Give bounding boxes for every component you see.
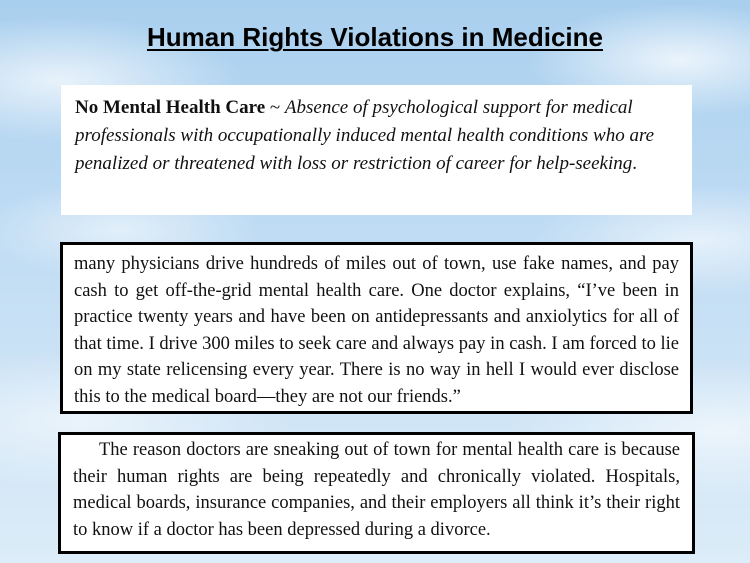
slide-title: Human Rights Violations in Medicine <box>146 22 603 52</box>
paragraph-box <box>58 432 695 554</box>
definition-separator: ~ <box>265 97 285 118</box>
paragraph-text: The reason doctors are sneaking out of town for mental health care is because their human rights are being repeatedly and chronically violated. Hospitals, medical boards, insurance companies, and their employers all think it’s their right to know if a doctor has been depressed during a divorce. <box>73 440 680 540</box>
definition-term: No Mental Health Care <box>75 97 266 118</box>
definition-box <box>61 85 692 215</box>
definition-description: Absence of psychological support for medical professionals with occupationally induced mental health conditions who are penalized or threatened with loss or restriction of career for help-seeking <box>75 97 655 174</box>
quote-box <box>60 242 693 414</box>
definition-end: . <box>632 153 638 174</box>
quote-text: many physicians drive hundreds of miles out of town, use fake names, and pay cash to get off-the-grid mental health care. One doctor explains, “I’ve been in practice twenty years and have been on antidepressants and anxiolytics for all of that time. I drive 300 miles to seek care and always pay in cash. I am forced to lie on my state relicensing every year. There is no way in hell I would ever disclose this to the medical board—they are not our friends.” <box>74 254 679 407</box>
